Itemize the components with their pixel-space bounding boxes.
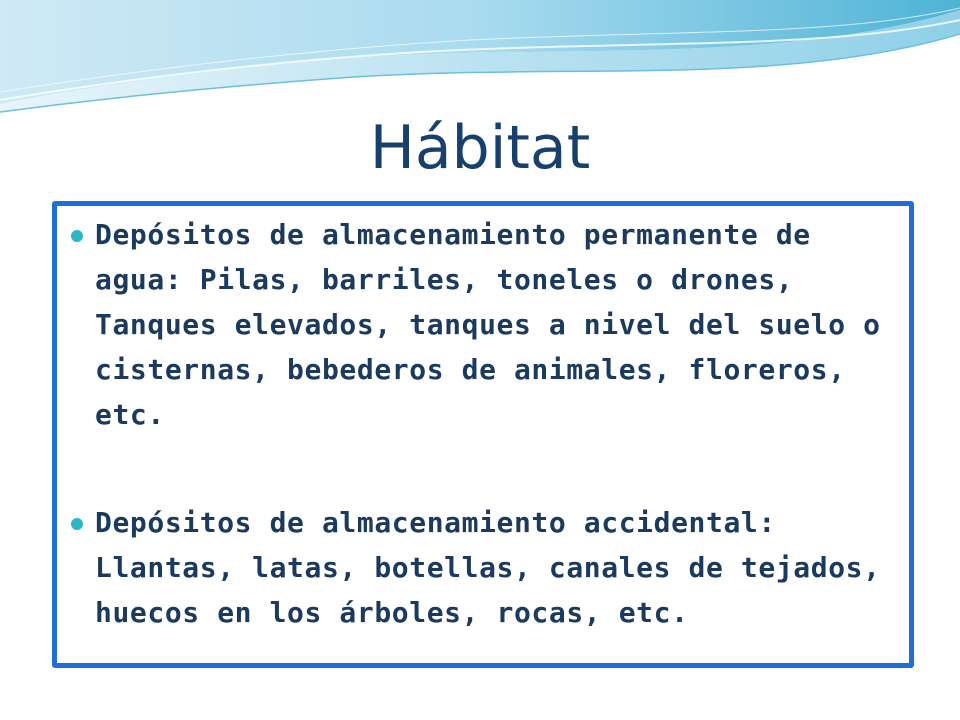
content-box [52,201,914,668]
slide-title: Hábitat [369,113,591,183]
bullet-item [71,500,911,635]
bullet-text: Depósitos de almacenamiento permanente de agua: Pilas, barriles, toneles o drones, Tanques elevados, tanques a nivel del suelo o cisternas, bebederos de animales, floreros, etc. [95,218,881,431]
bullet-item [71,212,911,437]
bullet-dot-icon [71,230,83,242]
bullet-dot-icon [71,518,83,530]
bullet-text: Depósitos de almacenamiento accidental: Llantas, latas, botellas, canales de tejados, huecos en los árboles, rocas, etc. [95,506,881,629]
